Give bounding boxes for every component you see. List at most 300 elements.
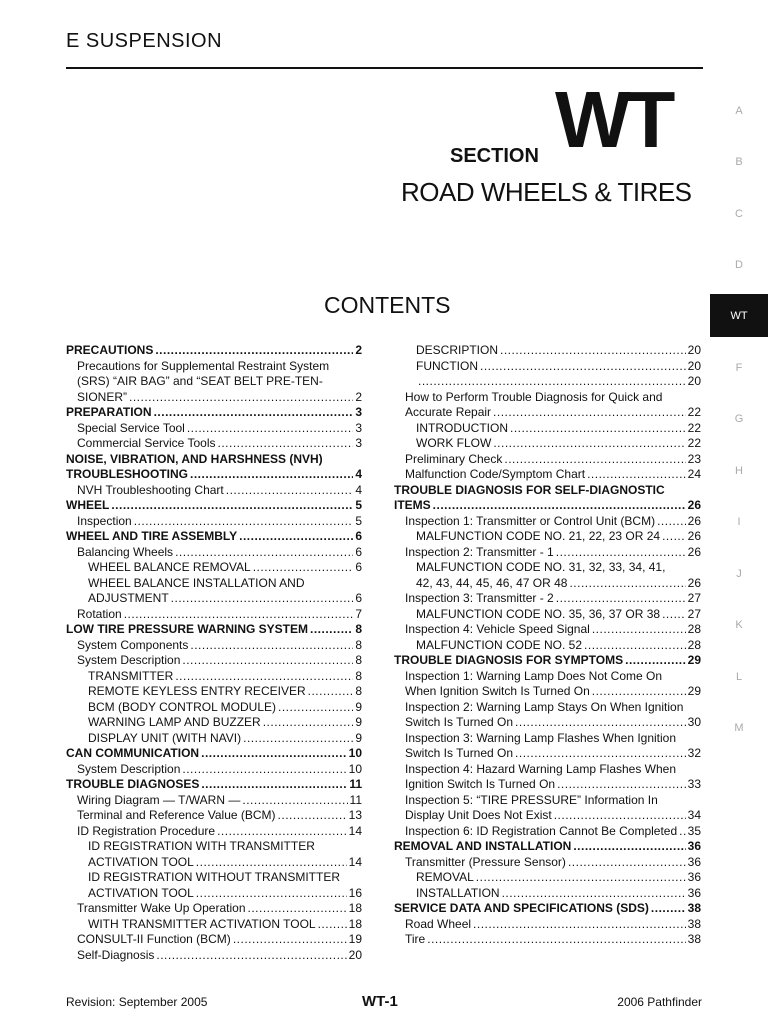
toc-entry-page: 26 [687,498,701,512]
toc-entry-title: PREPARATION [66,405,152,419]
toc-entry[interactable] [394,700,701,716]
toc-entry-title: Balancing Wheels [77,544,174,559]
toc-entry-page: 36 [687,885,701,900]
section-tab-j[interactable]: J [736,567,742,580]
toc-entry[interactable] [66,638,362,654]
toc-entry-title: MALFUNCTION CODE NO. 31, 32, 33, 34, 41, [416,560,666,574]
toc-leader-dots [175,669,353,685]
toc-leader-dots [318,917,347,933]
toc-entry-title: Transmitter Wake Up Operation [77,901,246,915]
toc-entry-title: NVH Troubleshooting Chart [77,482,224,497]
toc-entry-title: How to Perform Trouble Diagnosis for Quick and [405,389,663,404]
toc-leader-dots [217,824,347,840]
toc-entry-page: 23 [687,451,701,466]
toc-entry[interactable] [66,514,362,530]
toc-entry-title: Transmitter (Pressure Sensor) [405,854,566,869]
section-tab-h[interactable]: H [735,464,743,477]
toc-entry-title: Commercial Service Tools [77,436,216,450]
toc-entry-title: INSTALLATION [416,885,500,900]
toc-entry[interactable] [394,746,701,762]
toc-leader-dots [476,870,686,886]
toc-entry[interactable] [66,529,362,545]
toc-entry[interactable] [66,855,362,871]
toc-entry-title: (SRS) “AIR BAG” and “SEAT BELT PRE-TEN- [77,374,323,388]
toc-entry-page: 3 [355,405,362,419]
toc-entry-page: 2 [355,389,362,404]
toc-entry-page: 6 [355,560,362,574]
toc-entry-page: 8 [355,684,362,698]
toc-entry-page: 3 [355,436,362,450]
toc-entry[interactable] [66,700,362,716]
toc-entry-page: 9 [355,715,362,729]
section-title: ROAD WHEELS & TIRES [401,177,692,207]
toc-entry[interactable] [394,529,701,545]
toc-entry-page: 29 [687,684,701,698]
toc-entry-title: REMOVAL [416,870,474,884]
toc-entry[interactable] [66,343,362,359]
toc-entry[interactable] [66,808,362,824]
section-tab-b[interactable]: B [735,156,743,169]
toc-entry-page: 11 [349,792,362,807]
toc-entry[interactable] [66,390,362,406]
toc-leader-dots [500,343,686,359]
toc-entry[interactable] [394,390,701,406]
toc-leader-dots [657,514,686,530]
toc-left-column [66,343,362,963]
toc-entry-title: SERVICE DATA AND SPECIFICATIONS (SDS) [394,901,649,915]
toc-entry[interactable] [394,824,701,840]
section-tab-k[interactable]: K [735,619,743,632]
toc-entry[interactable] [66,684,362,700]
toc-leader-dots [493,436,685,452]
section-tab-f[interactable]: F [735,361,743,374]
toc-entry-page: 26 [687,544,701,559]
section-tab-d[interactable]: D [735,259,743,272]
toc-leader-dots [248,901,347,917]
toc-entry[interactable] [394,591,701,607]
toc-entry-page: 6 [355,529,362,543]
toc-entry-title: Inspection 6: ID Registration Cannot Be Completed [405,823,678,838]
toc-entry[interactable] [394,715,701,731]
toc-entry[interactable] [66,762,362,778]
section-tab-l[interactable]: L [735,670,743,683]
footer-model: 2006 Pathfinder [617,995,702,1009]
toc-entry[interactable] [394,886,701,902]
toc-entry-page: 26 [687,575,701,590]
toc-entry-page: 30 [687,715,701,729]
toc-entry-page: 26 [687,513,701,528]
toc-entry[interactable] [66,653,362,669]
toc-entry[interactable] [66,359,362,375]
toc-entry-title: Inspection 3: Warning Lamp Flashes When Ignition [405,730,677,745]
toc-entry-title: TRANSMITTER [88,668,174,683]
toc-leader-dots [569,576,685,592]
toc-entry[interactable] [66,498,362,514]
toc-leader-dots [134,514,354,530]
toc-entry-title: Accurate Repair [405,405,492,419]
toc-leader-dots [111,498,353,514]
toc-entry-title: NOISE, VIBRATION, AND HARSHNESS (NVH) [66,451,323,466]
toc-entry-page: 14 [348,823,362,838]
toc-entry-title: Inspection 1: Transmitter or Control Unit (BCM) [405,513,656,528]
toc-entry-title: Inspection 1: Warning Lamp Does Not Come On [405,668,663,683]
toc-entry-page: 2 [355,343,362,357]
toc-entry-title: Terminal and Reference Value (BCM) [77,808,276,822]
toc-entry-title: ID REGISTRATION WITH TRANSMITTER [88,839,315,853]
toc-leader-dots [175,545,353,561]
toc-entry[interactable] [66,483,362,499]
toc-entry-page: 32 [687,746,701,760]
toc-entry[interactable] [394,343,701,359]
toc-entry-page: 22 [687,436,701,450]
toc-entry[interactable] [394,560,701,576]
toc-entry[interactable] [394,793,701,809]
toc-entry-title: System Description [77,761,181,776]
toc-entry-title: ADJUSTMENT [88,591,169,605]
toc-entry[interactable] [394,576,701,592]
toc-entry[interactable] [394,917,701,933]
toc-entry[interactable] [66,777,362,793]
toc-leader-dots [190,638,353,654]
toc-leader-dots [226,483,354,499]
toc-entry[interactable] [66,839,362,855]
toc-entry-title: Inspection 5: “TIRE PRESSURE” Information In [405,792,658,807]
toc-leader-dots [592,622,686,638]
toc-entry-page: 18 [348,901,362,915]
toc-entry-title: When Ignition Switch Is Turned On [405,684,590,698]
footer-page-id: WT-1 [362,993,398,1010]
toc-leader-dots [587,467,686,483]
toc-entry-title: WHEEL BALANCE REMOVAL [88,560,251,574]
section-tab-a[interactable]: A [735,104,743,117]
section-tab-g[interactable]: G [734,413,744,426]
toc-entry-title: Preliminary Check [405,451,503,466]
toc-leader-dots [573,839,685,855]
toc-entry-page: 9 [355,699,362,714]
toc-entry[interactable] [394,359,701,375]
toc-leader-dots [433,498,686,514]
toc-entry-title: MALFUNCTION CODE NO. 21, 22, 23 OR 24 [416,529,661,543]
toc-entry[interactable] [394,483,701,499]
toc-leader-dots [129,390,353,406]
toc-right-column [394,343,701,948]
toc-entry-title: WITH TRANSMITTER ACTIVATION TOOL [88,916,316,931]
toc-entry-page: 27 [687,591,701,605]
toc-entry-page: 5 [355,513,362,528]
toc-entry-page: 20 [348,947,362,962]
toc-leader-dots [182,653,353,669]
toc-entry[interactable] [66,452,362,468]
toc-leader-dots [278,808,347,824]
toc-entry-title: PRECAUTIONS [66,343,154,357]
toc-entry-title: DESCRIPTION [416,343,499,357]
toc-entry[interactable] [394,855,701,871]
toc-entry-title: Inspection [77,513,132,528]
toc-entry[interactable] [66,576,362,592]
toc-leader-dots [243,731,353,747]
toc-leader-dots [190,467,353,483]
toc-entry[interactable] [66,948,362,964]
toc-entry[interactable] [394,839,701,855]
toc-entry-page: 22 [687,420,701,435]
toc-entry-title: TROUBLESHOOTING [66,467,188,481]
toc-leader-dots [584,638,686,654]
toc-leader-dots [418,374,686,390]
toc-entry-page: 10 [348,746,362,760]
header-rule [66,67,703,69]
toc-entry-title: ID Registration Procedure [77,823,216,838]
toc-entry[interactable] [394,374,701,390]
toc-entry[interactable] [66,870,362,886]
toc-entry-title: Display Unit Does Not Exist [405,808,552,822]
toc-entry-page: 26 [687,529,701,543]
toc-leader-dots [568,855,686,871]
toc-leader-dots [196,855,347,871]
toc-entry[interactable] [394,932,701,948]
toc-leader-dots [504,452,685,468]
toc-leader-dots [154,405,354,421]
toc-entry-title: WHEEL BALANCE INSTALLATION AND [88,575,305,590]
toc-entry-title: WHEEL [66,498,110,512]
toc-entry[interactable] [394,762,701,778]
toc-leader-dots [427,932,685,948]
toc-entry[interactable] [394,498,701,514]
toc-leader-dots [679,824,685,840]
toc-entry[interactable] [394,777,701,793]
section-tab-i[interactable]: I [737,516,741,529]
toc-entry-title: DISPLAY UNIT (WITH NAVI) [88,730,242,745]
toc-entry[interactable] [66,436,362,452]
toc-entry-title: Self-Diagnosis [77,947,155,962]
toc-entry[interactable] [66,405,362,421]
toc-leader-dots [278,700,353,716]
toc-entry-title: 42, 43, 44, 45, 46, 47 OR 48 [416,575,568,590]
toc-leader-dots [557,777,686,793]
toc-entry[interactable] [66,793,362,809]
toc-entry-title: CAN COMMUNICATION [66,746,200,760]
toc-entry[interactable] [66,669,362,685]
toc-leader-dots [171,591,354,607]
toc-entry-page: 27 [687,606,701,621]
toc-entry[interactable] [66,607,362,623]
toc-leader-dots [233,932,347,948]
toc-leader-dots [502,886,686,902]
toc-entry-title: LOW TIRE PRESSURE WARNING SYSTEM [66,622,309,636]
toc-entry[interactable] [66,560,362,576]
toc-entry-page: 4 [355,482,362,497]
toc-entry-page: 34 [687,808,701,822]
toc-entry-title: TROUBLE DIAGNOSIS FOR SELF-DIAGNOSTIC [394,482,665,497]
toc-leader-dots [515,715,686,731]
toc-leader-dots [155,343,353,359]
toc-entry-title: SIONER” [77,389,128,404]
toc-entry-title: Rotation [77,606,122,621]
toc-leader-dots [308,684,354,700]
toc-leader-dots [263,715,354,731]
toc-entry[interactable] [394,622,701,638]
section-index-tabs [710,85,768,754]
toc-entry[interactable] [66,886,362,902]
toc-entry-page: 8 [355,668,362,683]
toc-entry-title: REMOTE KEYLESS ENTRY RECEIVER [88,684,306,698]
toc-entry-title: Tire [405,932,426,946]
toc-entry-title: BCM (BODY CONTROL MODULE) [88,699,277,714]
toc-entry-page: 8 [355,637,362,652]
section-tab-wt[interactable]: WT [710,294,768,337]
toc-entry[interactable] [394,653,701,669]
toc-entry-title: WARNING LAMP AND BUZZER [88,715,261,729]
toc-leader-dots [592,684,686,700]
toc-leader-dots [242,793,347,809]
toc-entry-page: 36 [687,839,701,853]
toc-entry-title: INTRODUCTION [416,420,508,435]
toc-entry-page: 10 [348,761,362,776]
section-tab-m[interactable]: M [734,722,744,735]
toc-entry[interactable] [66,731,362,747]
toc-entry[interactable] [66,917,362,933]
toc-entry-page: 8 [355,622,362,636]
toc-entry[interactable] [394,870,701,886]
toc-entry[interactable] [394,405,701,421]
toc-entry-page: 28 [687,622,701,636]
toc-leader-dots [253,560,354,576]
toc-entry[interactable] [394,808,701,824]
toc-entry[interactable] [66,715,362,731]
toc-entry[interactable] [66,622,362,638]
toc-entry-title: MALFUNCTION CODE NO. 52 [416,637,583,652]
toc-entry[interactable] [66,545,362,561]
toc-entry[interactable] [66,824,362,840]
toc-leader-dots [218,436,354,452]
toc-leader-dots [515,746,686,762]
footer-revision: Revision: September 2005 [66,995,208,1009]
toc-entry[interactable] [394,731,701,747]
toc-leader-dots [556,545,686,561]
toc-leader-dots [156,948,346,964]
toc-entry[interactable] [66,932,362,948]
toc-entry[interactable] [66,374,362,390]
section-tab-c[interactable]: C [735,207,743,220]
toc-entry-page: 33 [687,777,701,791]
toc-entry-page: 6 [355,591,362,605]
toc-entry-page: 20 [687,358,701,373]
toc-leader-dots [239,529,353,545]
toc-entry-title: Precautions for Supplemental Restraint System [77,358,330,373]
toc-entry[interactable] [394,669,701,685]
toc-entry[interactable] [66,467,362,483]
toc-leader-dots [310,622,353,638]
toc-leader-dots [556,591,686,607]
toc-entry-title: Special Service Tool [77,420,185,435]
toc-entry-page: 38 [687,901,701,915]
toc-entry[interactable] [394,545,701,561]
contents-title: CONTENTS [324,292,451,318]
toc-entry-title: Inspection 3: Transmitter - 2 [405,591,554,605]
toc-entry[interactable] [394,901,701,917]
toc-entry-title: System Description [77,653,181,667]
toc-entry-title: Inspection 2: Transmitter - 1 [405,544,554,559]
toc-entry[interactable] [394,421,701,437]
toc-entry-title: ID REGISTRATION WITHOUT TRANSMITTER [88,870,340,884]
toc-entry[interactable] [66,591,362,607]
toc-entry[interactable] [394,514,701,530]
toc-entry-page: 9 [355,730,362,745]
toc-entry[interactable] [394,684,701,700]
toc-entry-page: 7 [355,606,362,621]
toc-leader-dots [625,653,686,669]
toc-entry[interactable] [66,901,362,917]
toc-entry-page: 8 [355,653,362,667]
toc-leader-dots [662,529,686,545]
toc-entry-title: Switch Is Turned On [405,715,514,729]
section-code: WT [555,75,672,164]
toc-entry-page: 38 [687,932,701,946]
toc-entry-page: 28 [687,637,701,652]
toc-entry[interactable] [394,638,701,654]
toc-entry[interactable] [394,436,701,452]
toc-entry-title: REMOVAL AND INSTALLATION [394,839,572,853]
toc-leader-dots [473,917,686,933]
toc-entry-page: 16 [348,885,362,900]
chapter-title: E SUSPENSION [66,30,223,52]
toc-entry-page: 20 [687,343,701,357]
section-word: SECTION [450,145,539,167]
toc-entry-title: Road Wheel [405,916,472,931]
toc-entry-page: 36 [687,870,701,884]
toc-entry-title: CONSULT-II Function (BCM) [77,932,231,946]
toc-leader-dots [651,901,686,917]
toc-entry-title: ITEMS [394,498,431,512]
toc-entry-title: Wiring Diagram — T/WARN — [77,792,241,807]
toc-leader-dots [182,762,346,778]
toc-entry-title: Inspection 4: Vehicle Speed Signal [405,622,590,636]
toc-entry-title: TROUBLE DIAGNOSIS FOR SYMPTOMS [394,653,624,667]
toc-entry-page: 11 [349,777,362,791]
toc-entry-page: 19 [348,932,362,946]
toc-entry-title: ACTIVATION TOOL [88,885,194,900]
toc-entry-title: WORK FLOW [416,436,492,450]
toc-entry-title: Inspection 2: Warning Lamp Stays On When Ignition [405,699,684,714]
toc-entry-page: 5 [355,498,362,512]
toc-entry-title: Malfunction Code/Symptom Chart [405,467,586,481]
toc-leader-dots [662,607,686,623]
toc-entry-title: Switch Is Turned On [405,746,514,760]
toc-entry[interactable] [394,607,701,623]
toc-entry-page: 6 [355,544,362,559]
toc-entry-title: Inspection 4: Hazard Warning Lamp Flashes When [405,761,677,776]
toc-entry-title: System Components [77,637,189,652]
toc-leader-dots [196,886,347,902]
toc-entry-page: 29 [687,653,701,667]
toc-entry-page: 22 [687,405,701,419]
toc-entry-title: TROUBLE DIAGNOSES [66,777,200,791]
toc-entry-page: 24 [687,467,701,481]
toc-entry-page: 38 [687,916,701,931]
toc-entry-page: 18 [348,916,362,931]
toc-entry[interactable] [394,452,701,468]
toc-entry[interactable] [394,467,701,483]
toc-entry-page: 4 [355,467,362,481]
toc-leader-dots [187,421,353,437]
toc-leader-dots [480,359,686,375]
toc-leader-dots [201,777,347,793]
toc-entry[interactable] [66,421,362,437]
toc-entry[interactable] [66,746,362,762]
toc-leader-dots [201,746,347,762]
toc-entry-title: Ignition Switch Is Turned On [405,777,556,791]
toc-leader-dots [493,405,686,421]
toc-entry-title: WHEEL AND TIRE ASSEMBLY [66,529,238,543]
